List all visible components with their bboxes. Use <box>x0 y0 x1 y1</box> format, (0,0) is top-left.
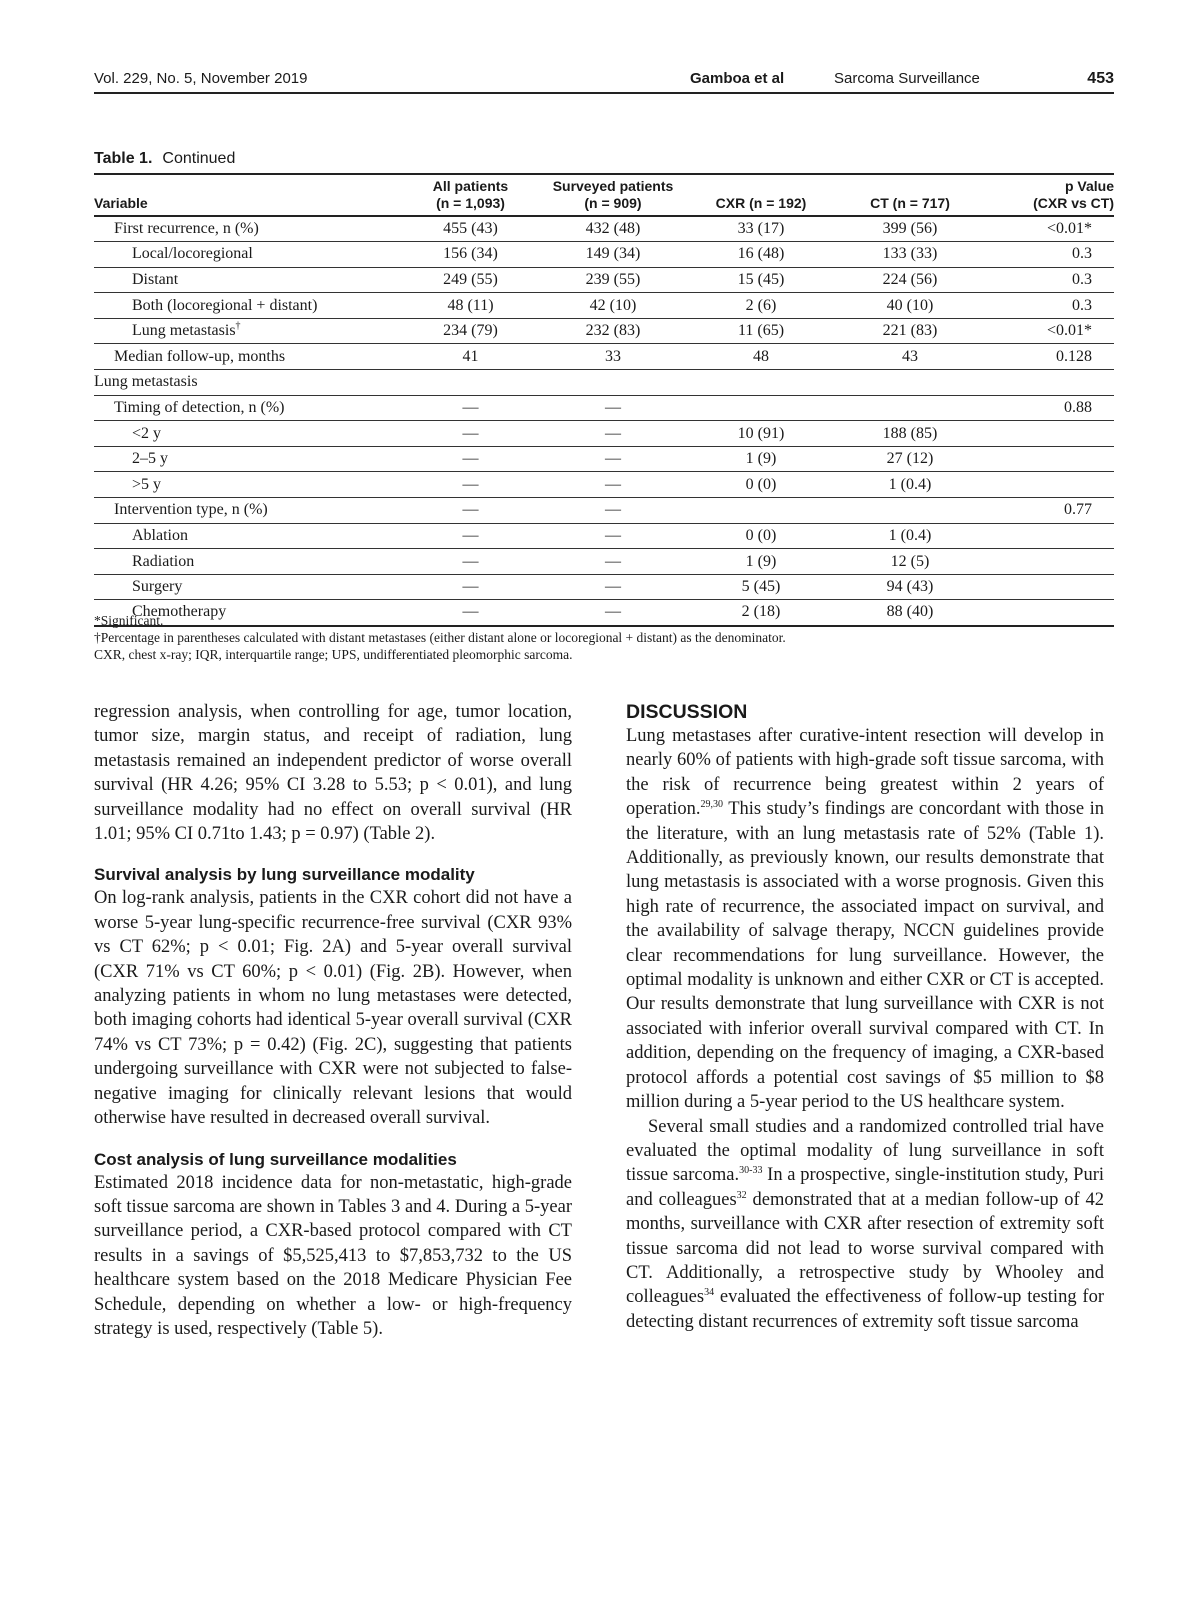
running-head <box>94 68 1114 94</box>
table-row <box>94 242 1114 268</box>
cell-surveyed: — <box>605 501 621 519</box>
row-variable: Local/locoregional <box>132 245 253 263</box>
cell-ct: 133 (33) <box>882 245 938 263</box>
cell-cxr: 15 (45) <box>737 270 785 288</box>
cell-ct: 188 (85) <box>882 424 938 442</box>
cell-ct: 43 <box>902 347 918 365</box>
row-variable: Surgery <box>132 578 183 596</box>
journal-info: Vol. 229, No. 5, November 2019 <box>94 70 308 87</box>
row-variable: First recurrence, n (%) <box>114 220 259 238</box>
header-p-value: p Value (CXR vs CT) <box>1033 178 1114 211</box>
row-variable: Distant <box>132 270 179 288</box>
paragraph: Several small studies and a randomized controlled trial have evaluated the optimal modality of lung surveillance in soft tissue sarcoma.$^{30-33}$ In a prospective, single-institution study, Puri and colleagues$^{32}$ demonstrated that at a median follow-up of 42 months, surveillance with CXR after resection of extremity soft tissue sarcoma did not lead to worse survival compared with CT. Additionally, a retrospective study by Whooley and colleagues$^{34}$ evaluated the effectiveness of follow-up testing for detecting distant recurrences of extremity soft tissue sarcoma <box>626 1116 1105 1332</box>
cell-ct <box>835 370 985 396</box>
cell-ct: 27 (12) <box>886 450 934 468</box>
cell-surveyed: 232 (83) <box>585 322 641 340</box>
cell-all-patients <box>402 370 539 396</box>
table-header-row <box>94 174 1114 216</box>
left-column <box>94 700 572 1341</box>
row-variable: <2 y <box>132 424 162 442</box>
cell-cxr: 1 (9) <box>745 450 777 468</box>
cell-p-value: 0.3 <box>1072 270 1092 288</box>
cell-all-patients: 249 (55) <box>443 270 498 288</box>
cell-surveyed: 239 (55) <box>585 270 641 288</box>
cell-cxr: 0 (0) <box>745 526 777 544</box>
cell-cxr: 10 (91) <box>737 424 785 442</box>
table-row <box>94 574 1114 600</box>
cell-cxr <box>687 498 835 524</box>
cell-all-patients: 234 (79) <box>443 322 498 340</box>
page-number: 453 <box>1087 70 1114 87</box>
cell-ct: 88 (40) <box>886 603 934 621</box>
section-heading-discussion: DISCUSSION <box>626 701 748 723</box>
cell-all-patients: — <box>462 450 479 468</box>
cell-cxr: 11 (65) <box>737 322 785 340</box>
cell-cxr <box>687 395 835 421</box>
paragraph: regression analysis, when controlling for age, tumor location, tumor size, margin status, and receipt of radiation, lung metastasis remained an independent predictor of worse overall survival (HR 4.26; 95% CI 3.28 to 5.53; p < 0.01), and lung surveillance modality had no effect on overall survival (HR 1.01; 95% CI 0.71to 1.43; p = 0.97) (Table 2). <box>94 702 572 845</box>
table-row <box>94 523 1114 549</box>
cell-ct <box>835 395 985 421</box>
cell-cxr: 16 (48) <box>737 245 785 263</box>
cell-ct: 224 (56) <box>882 270 938 288</box>
cell-p-value <box>985 370 1114 396</box>
citation-ref: 34 <box>704 1287 715 1299</box>
table-row <box>94 395 1114 421</box>
cell-cxr: 33 (17) <box>737 220 785 238</box>
cell-ct: 1 (0.4) <box>888 475 932 493</box>
footnote-percentage: †Percentage in parentheses calculated with distant metastases (either distant alone or locoregional + distant) as the denominator. <box>94 630 786 645</box>
cell-surveyed: — <box>605 398 621 416</box>
row-variable: Median follow-up, months <box>114 347 286 365</box>
header-surveyed-patients: Surveyed patients (n = 909) <box>552 178 674 211</box>
cell-all-patients: — <box>462 603 479 621</box>
cell-surveyed: — <box>605 450 621 468</box>
footnote-abbreviations: CXR, chest x-ray; IQR, interquartile range; UPS, undifferentiated pleomorphic sarcoma. <box>94 647 573 662</box>
row-variable: Lung metastasis† <box>132 320 241 340</box>
cell-p-value: 0.88 <box>1064 398 1092 416</box>
cell-p-value <box>985 523 1114 549</box>
cell-ct: 40 (10) <box>886 296 934 314</box>
cell-surveyed: — <box>605 603 621 621</box>
cell-ct: 1 (0.4) <box>888 526 932 544</box>
cell-p-value <box>985 574 1114 600</box>
table-row <box>94 318 1114 344</box>
table-row <box>94 446 1114 472</box>
table-row <box>94 549 1114 575</box>
cell-p-value: 0.3 <box>1072 296 1092 314</box>
cell-cxr: 1 (9) <box>745 552 777 570</box>
row-variable: Ablation <box>132 526 188 544</box>
citation-ref: 32 <box>736 1189 747 1201</box>
row-variable: Timing of detection, n (%) <box>114 398 285 416</box>
cell-all-patients: — <box>462 578 479 596</box>
table-row <box>94 267 1114 293</box>
header-ct: CT (n = 717) <box>870 195 950 211</box>
cell-surveyed: — <box>605 552 621 570</box>
cell-all-patients: — <box>462 501 479 519</box>
header-cxr: CXR (n = 192) <box>715 195 807 211</box>
section-heading-cost: Cost analysis of lung surveillance modalities <box>94 1149 457 1169</box>
table-row <box>94 216 1114 242</box>
cell-ct: 399 (56) <box>882 220 938 238</box>
table-row <box>94 498 1114 524</box>
cell-p-value <box>985 421 1114 447</box>
cell-p-value <box>985 446 1114 472</box>
table-caption-text: Continued <box>162 150 236 167</box>
cell-all-patients: 48 (11) <box>447 296 494 314</box>
row-variable: Both (locoregional + distant) <box>132 296 318 314</box>
cell-cxr: 5 (45) <box>741 578 781 596</box>
cell-all-patients: — <box>462 526 479 544</box>
cell-p-value <box>985 600 1114 626</box>
cell-cxr: 2 (18) <box>741 603 781 621</box>
dagger-mark: † <box>235 320 241 332</box>
cell-all-patients: 41 <box>462 347 479 365</box>
cell-all-patients: — <box>462 552 479 570</box>
running-authors: Gamboa et al <box>690 70 785 87</box>
cell-surveyed: 432 (48) <box>585 220 641 238</box>
cell-ct: 221 (83) <box>882 322 938 340</box>
row-variable: >5 y <box>132 475 162 493</box>
cell-all-patients: 156 (34) <box>443 245 498 263</box>
header-variable: Variable <box>94 195 148 211</box>
citation-ref: 29,30 <box>700 799 723 811</box>
table-row <box>94 421 1114 447</box>
running-title: Sarcoma Surveillance <box>834 70 980 87</box>
cell-surveyed: — <box>605 526 621 544</box>
cell-p-value <box>985 472 1114 498</box>
cell-surveyed: 42 (10) <box>589 296 637 314</box>
cell-ct <box>835 498 985 524</box>
table-row <box>94 344 1114 370</box>
cell-p-value: 0.77 <box>1064 501 1092 519</box>
cell-surveyed: — <box>605 424 621 442</box>
section-heading-survival: Survival analysis by lung surveillance modality <box>94 865 475 885</box>
cell-surveyed <box>539 370 687 396</box>
row-variable: Radiation <box>132 552 195 570</box>
paragraph: Estimated 2018 incidence data for non-metastatic, high-grade soft tissue sarcoma are shown in Tables 3 and 4. During a 5-year surveillance period, a CXR-based protocol compared with CT results in a savings of $5,525,413 to $7,853,732 to the US healthcare system based on the 2018 Medicare Physician Fee Schedule, depending on whether a low- or high-frequency strategy is used, respectively (Table 5). <box>94 1172 572 1339</box>
results-table <box>94 173 1114 627</box>
cell-surveyed: — <box>605 475 621 493</box>
table-row <box>94 370 1114 396</box>
paragraph: Lung metastases after curative-intent resection will develop in nearly 60% of patients with high-grade soft tissue sarcoma, with the risk of recurrence being greatest within 2 years of operation.$^{29,30}$ This study’s findings are concordant with those in the literature, with an lung metastasis rate of 52% (Table 1). Additionally, as previously known, our results demonstrate that lung metastasis is associated with a worse prognosis. Given this high rate of recurrence, the associated impact on survival, and the availability of salvage therapy, NCCN guidelines provide clear recommendations for lung surveillance. However, the optimal modality is unknown and either CXR or CT is accepted. Our results demonstrate that lung surveillance with CXR is not associated with inferior overall survival compared with CT. In addition, depending on the frequency of imaging, a CXR-based protocol affords a potential cost savings of $5 million to $8 million during a 5-year period to the US healthcare system. <box>626 726 1104 1113</box>
row-variable: 2–5 y <box>132 450 168 468</box>
cell-cxr: 0 (0) <box>745 475 777 493</box>
table-caption <box>94 150 235 168</box>
cell-p-value: 0.128 <box>1056 347 1092 365</box>
row-variable: Chemotherapy <box>132 603 227 621</box>
cell-ct: 12 (5) <box>890 552 930 570</box>
cell-p-value: 0.3 <box>1072 245 1092 263</box>
table-row <box>94 472 1114 498</box>
cell-surveyed: 33 <box>605 347 621 365</box>
cell-all-patients: — <box>462 475 479 493</box>
table-row <box>94 293 1114 319</box>
paragraph: On log-rank analysis, patients in the CXR cohort did not have a worse 5-year lung-specific recurrence-free survival (CXR 93% vs CT 62%; p < 0.01; Fig. 2A) and 5-year overall survival (CXR 71% vs CT 60%; p < 0.01) (Fig. 2B). However, when analyzing patients in whom no lung metastases were detected, both imaging cohorts had identical 5-year overall survival (CXR 74% vs CT 73%; p = 0.42) (Fig. 2C), suggesting that patients undergoing surveillance with CXR were not subjected to false-negative imaging for clinically relevant lesions that would otherwise have resulted in decreased overall survival. <box>94 888 572 1129</box>
cell-p-value: <0.01* <box>1046 220 1092 238</box>
cell-surveyed: — <box>605 578 621 596</box>
cell-cxr <box>687 370 835 396</box>
cell-ct: 94 (43) <box>886 578 934 596</box>
row-variable: Lung metastasis <box>94 373 198 391</box>
cell-p-value: <0.01* <box>1046 322 1092 340</box>
citation-ref: 30-33 <box>739 1165 763 1177</box>
cell-all-patients: 455 (43) <box>443 220 498 238</box>
header-all-patients: All patients (n = 1,093) <box>432 178 509 211</box>
cell-all-patients: — <box>462 398 479 416</box>
table-label: Table 1. <box>94 150 153 167</box>
row-variable: Intervention type, n (%) <box>114 501 268 519</box>
cell-surveyed: 149 (34) <box>585 245 641 263</box>
cell-cxr: 48 <box>753 347 769 365</box>
right-column <box>626 700 1104 1334</box>
cell-cxr: 2 (6) <box>745 296 777 314</box>
table-footnotes <box>94 612 786 663</box>
cell-all-patients: — <box>462 424 479 442</box>
cell-p-value <box>985 549 1114 575</box>
footnote-significant: *Significant. <box>94 613 164 628</box>
